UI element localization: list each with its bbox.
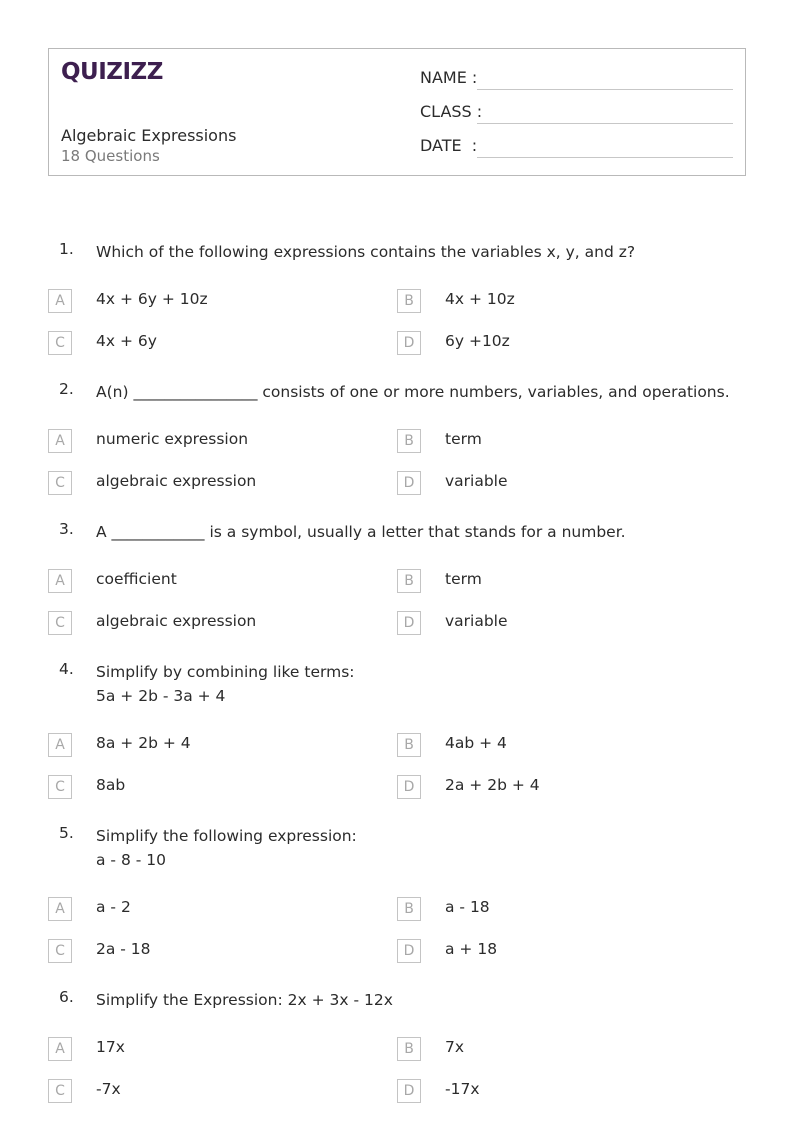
option-letter: A — [48, 733, 72, 757]
question-text: Simplify the Expression: 2x + 3x - 12x — [96, 991, 393, 1009]
question-number: 5. — [59, 824, 74, 842]
class-line — [477, 123, 733, 124]
question-number: 4. — [59, 660, 74, 678]
option-text: 6y +10z — [445, 332, 510, 350]
option-text: 7x — [445, 1038, 465, 1056]
option-text: coefficient — [96, 570, 177, 588]
question-text: Which of the following expressions contains the variables x, y, and z? — [96, 243, 636, 261]
option-text: variable — [445, 472, 508, 490]
question-number: 3. — [59, 520, 74, 538]
option-text: 8a + 2b + 4 — [96, 734, 191, 752]
worksheet-header — [48, 48, 746, 176]
option-letter: B — [397, 1037, 421, 1061]
option-letter: B — [397, 733, 421, 757]
option-text: 2a - 18 — [96, 940, 151, 958]
option-letter: A — [48, 1037, 72, 1061]
option-letter: B — [397, 289, 421, 313]
name-line — [477, 89, 733, 90]
option-letter: C — [48, 1079, 72, 1103]
option-letter: D — [397, 939, 421, 963]
option-text: a - 18 — [445, 898, 490, 916]
option-text: a - 2 — [96, 898, 131, 916]
name-label: NAME : — [420, 68, 478, 87]
option-letter: C — [48, 775, 72, 799]
option-text: 4ab + 4 — [445, 734, 507, 752]
date-label: DATE : — [420, 136, 478, 155]
question-text: Simplify by combining like terms: 5a + 2b - 3a + 4 — [96, 663, 355, 705]
worksheet-title: Algebraic Expressions — [61, 126, 237, 145]
question-number: 1. — [59, 240, 74, 258]
option-text: 4x + 6y — [96, 332, 157, 350]
quizizz-logo: QUIZIZZ — [61, 59, 163, 85]
question-number: 6. — [59, 988, 74, 1006]
option-text: 4x + 6y + 10z — [96, 290, 208, 308]
option-text: -17x — [445, 1080, 480, 1098]
option-text: 8ab — [96, 776, 126, 794]
option-letter: B — [397, 897, 421, 921]
question-text: A(n) ________________ consists of one or more numbers, variables, and operations. — [96, 383, 730, 401]
option-letter: C — [48, 939, 72, 963]
option-letter: D — [397, 775, 421, 799]
question-text: A ____________ is a symbol, usually a letter that stands for a number. — [96, 523, 626, 541]
option-letter: D — [397, 1079, 421, 1103]
option-text: term — [445, 570, 482, 588]
option-text: numeric expression — [96, 430, 249, 448]
option-text: algebraic expression — [96, 612, 257, 630]
option-text: 17x — [96, 1038, 125, 1056]
class-label: CLASS : — [420, 102, 483, 121]
option-text: -7x — [96, 1080, 121, 1098]
option-text: 4x + 10z — [445, 290, 515, 308]
option-letter: C — [48, 471, 72, 495]
option-letter: A — [48, 429, 72, 453]
question-text: Simplify the following expression: a - 8 - 10 — [96, 827, 357, 869]
question-number: 2. — [59, 380, 74, 398]
option-text: algebraic expression — [96, 472, 257, 490]
option-text: variable — [445, 612, 508, 630]
option-letter: C — [48, 611, 72, 635]
option-letter: B — [397, 569, 421, 593]
option-letter: A — [48, 569, 72, 593]
option-letter: A — [48, 897, 72, 921]
option-letter: C — [48, 331, 72, 355]
option-letter: D — [397, 331, 421, 355]
option-letter: A — [48, 289, 72, 313]
option-letter: D — [397, 471, 421, 495]
option-text: 2a + 2b + 4 — [445, 776, 540, 794]
option-letter: D — [397, 611, 421, 635]
option-text: term — [445, 430, 482, 448]
question-count: 18 Questions — [61, 147, 160, 165]
option-letter: B — [397, 429, 421, 453]
date-line — [477, 157, 733, 158]
option-text: a + 18 — [445, 940, 498, 958]
